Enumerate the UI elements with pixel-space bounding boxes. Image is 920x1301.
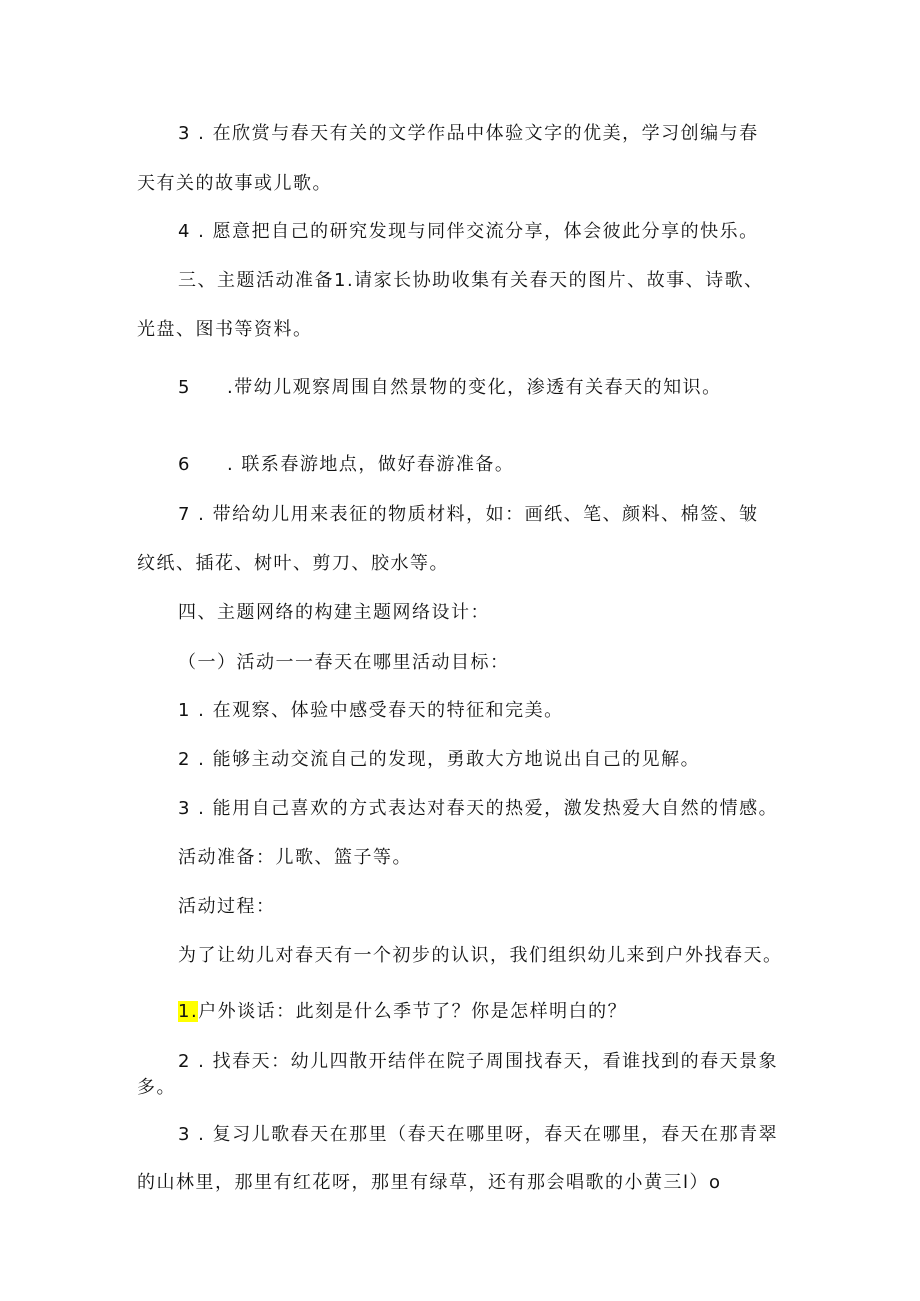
paragraph-line: 活动准备：儿歌、篮子等。 xyxy=(178,847,412,868)
paragraph-line: 纹纸、插花、树叶、剪刀、胶水等。 xyxy=(137,553,449,574)
subsection-heading-line: （一）活动一一春天在哪里活动目标： xyxy=(178,652,510,673)
highlight-marker: 1. xyxy=(178,1001,199,1022)
item-text: 户外谈话：此刻是什么季节了？你是怎样明白的？ xyxy=(198,1001,628,1022)
paragraph-line: 的山林里，那里有红花呀，那里有绿草，还有那会唱歌的小黄三l）o xyxy=(137,1172,722,1193)
paragraph-line: 多。 xyxy=(137,1077,176,1098)
paragraph-line: 3 . 能用自己喜欢的方式表达对春天的热爱，激发热爱大自然的情感。 xyxy=(178,798,779,819)
highlighted-line xyxy=(178,1000,627,1024)
item-number: 5 xyxy=(178,377,191,398)
paragraph-line: 1 . 在观察、体验中感受春天的特征和完美。 xyxy=(178,700,564,721)
paragraph-line: 2 . 能够主动交流自己的发现，勇敢大方地说出自己的见解。 xyxy=(178,749,701,770)
item-number: 6 xyxy=(178,454,191,475)
paragraph-line: 4 . 愿意把自己的研究发现与同伴交流分享，体会彼此分享的快乐。 xyxy=(178,221,759,242)
numbered-line xyxy=(178,376,722,400)
section-heading-line: 三、主题活动准备1.请家长协助收集有关春天的图片、故事、诗歌、 xyxy=(178,270,764,291)
item-text: . 联系春游地点，做好春游准备。 xyxy=(226,454,515,475)
paragraph-line: 为了让幼儿对春天有一个初步的认识，我们组织幼儿来到户外找春天。 xyxy=(178,945,783,966)
paragraph-line: 3 . 复习儿歌春天在那里（春天在哪里呀，春天在哪里，春天在那青翠 xyxy=(178,1124,779,1145)
paragraph-line: 7 . 带给幼儿用来表征的物质材料，如：画纸、笔、颜料、棉签、皱 xyxy=(178,504,759,525)
item-text: .带幼儿观察周围自然景物的变化，渗透有关春天的知识。 xyxy=(226,377,722,398)
paragraph-line: 光盘、图书等资料。 xyxy=(137,319,313,340)
section-heading-line: 四、主题网络的构建主题网络设计： xyxy=(178,602,490,623)
paragraph-line: 天有关的故事或儿歌。 xyxy=(137,173,332,194)
paragraph-line: 活动过程： xyxy=(178,896,276,917)
numbered-line xyxy=(178,453,514,477)
paragraph-line: 3 . 在欣赏与春天有关的文学作品中体验文字的优美，学习创编与春 xyxy=(178,123,759,144)
paragraph-line: 2 . 找春天：幼儿四散开结伴在院子周围找春天，看谁找到的春天景象 xyxy=(178,1051,779,1072)
